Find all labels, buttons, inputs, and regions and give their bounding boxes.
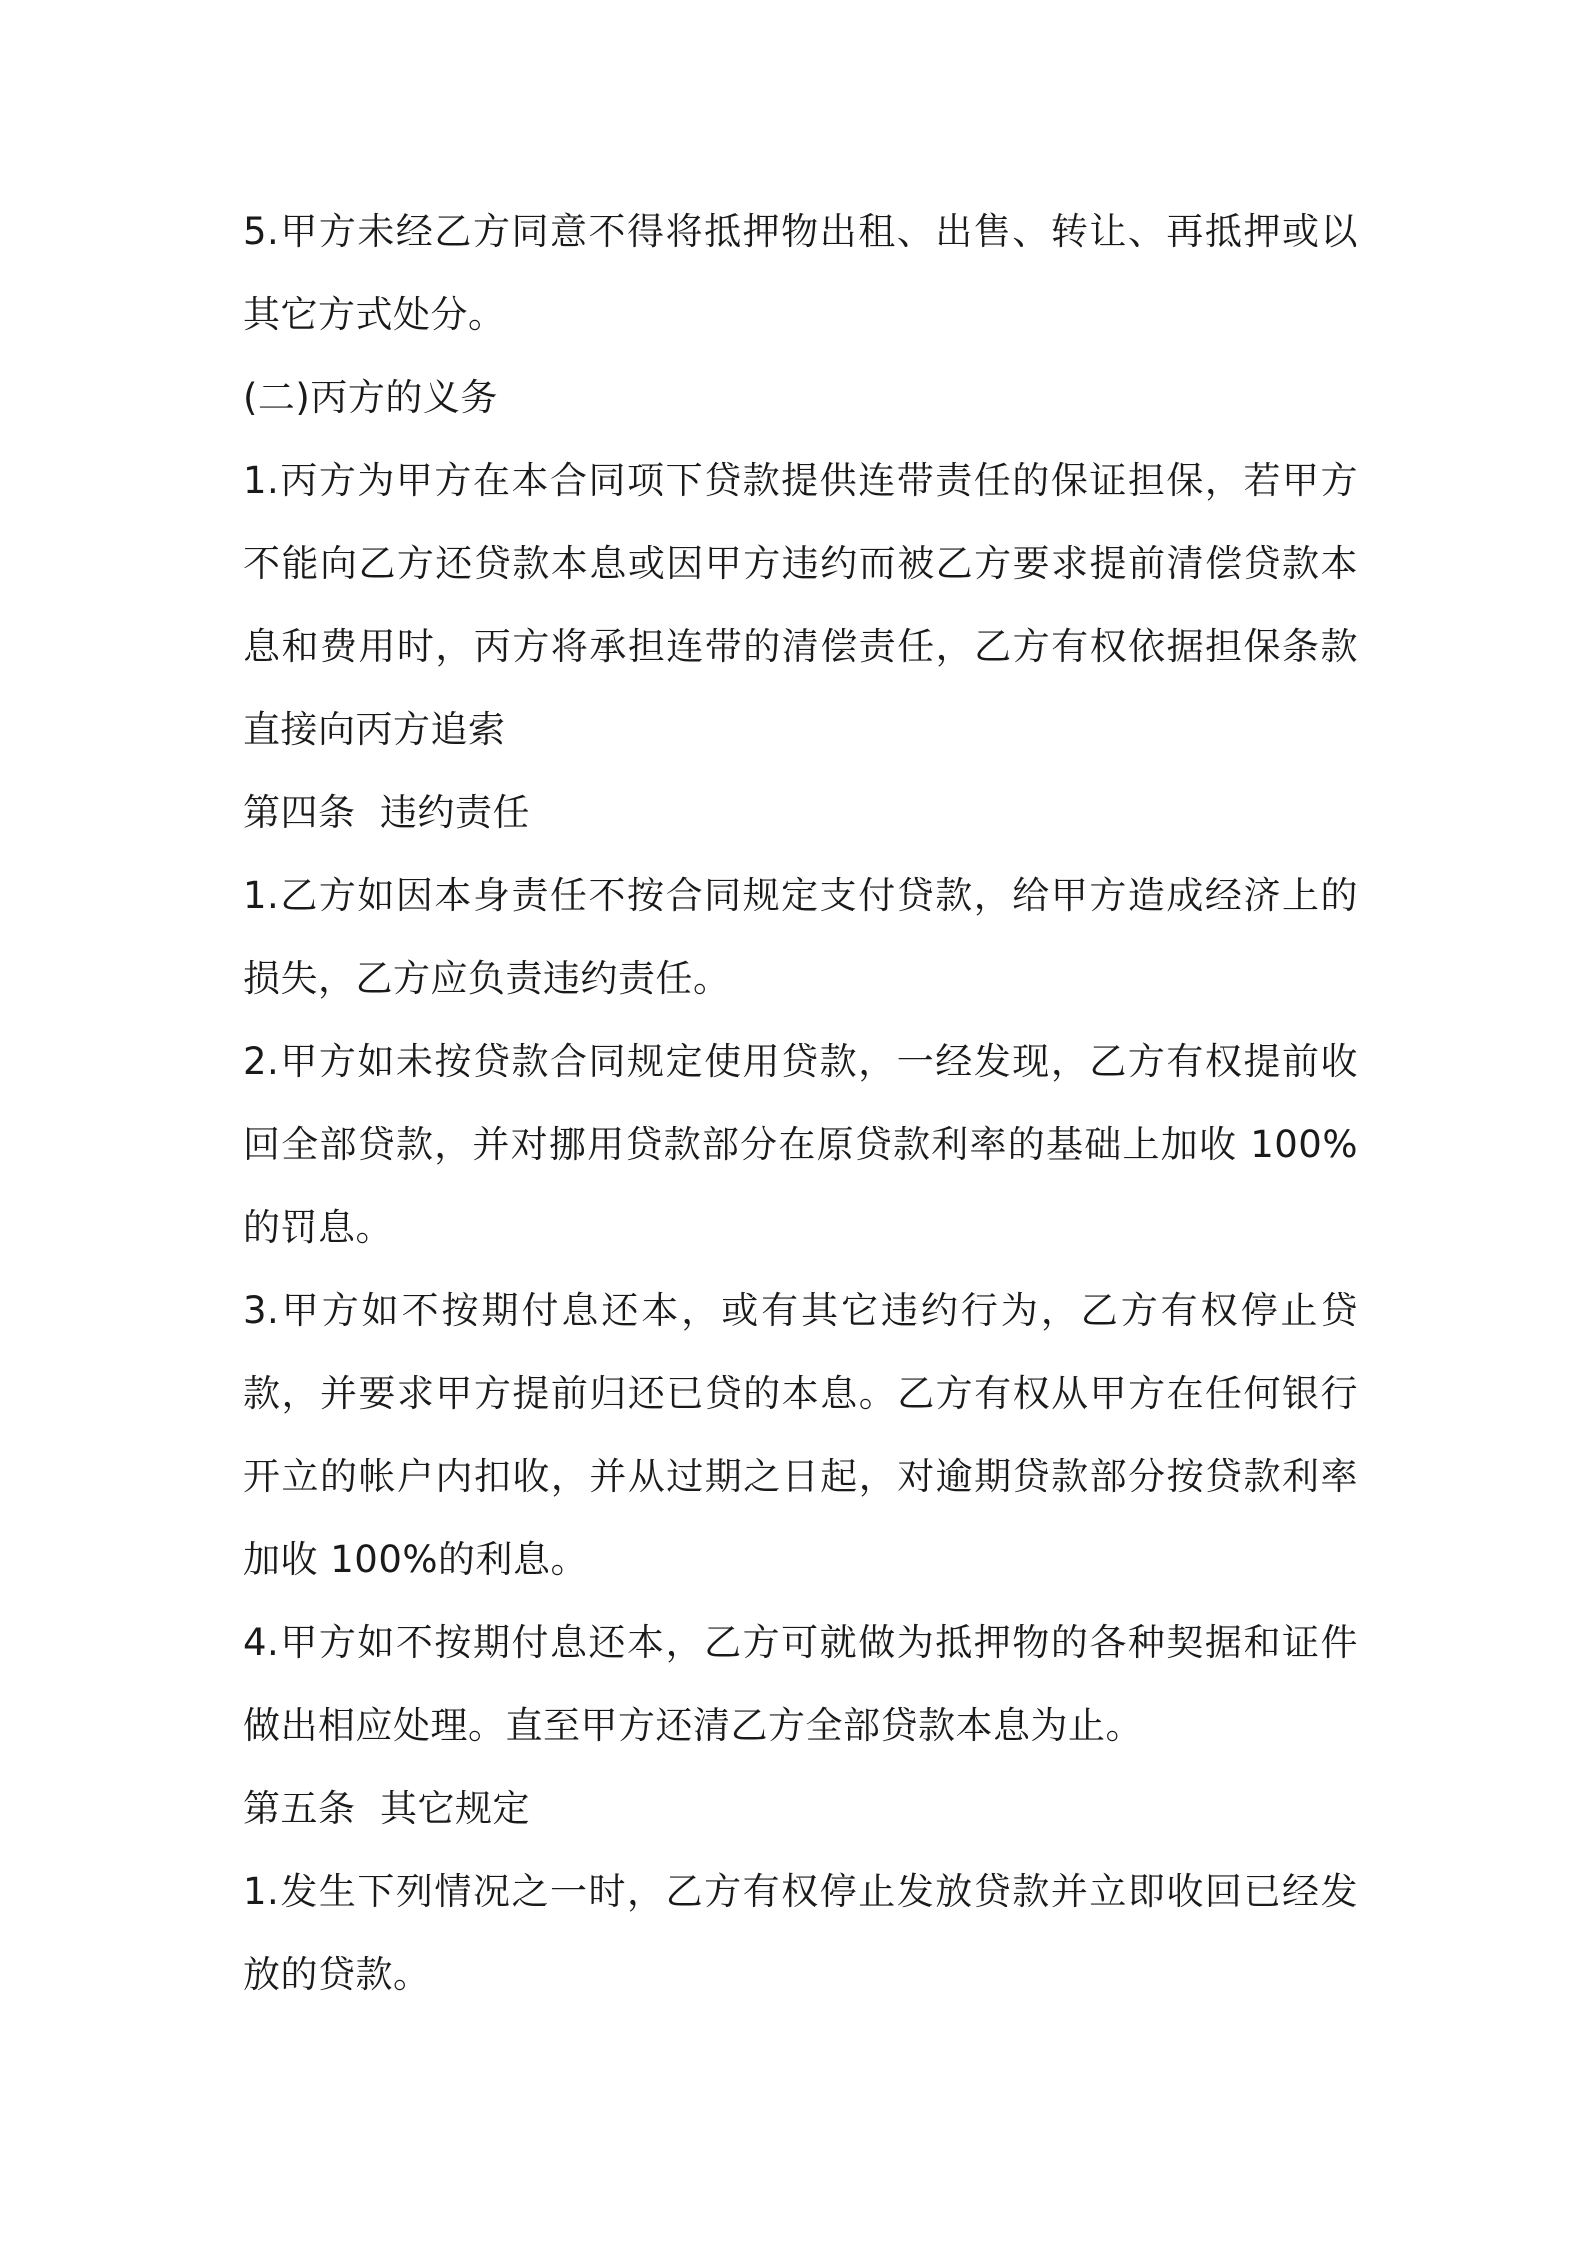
clause-paragraph: 1.乙方如因本身责任不按合同规定支付贷款，给甲方造成经济上的损失，乙方应负责违约责任。: [243, 874, 1358, 1000]
clause-paragraph: 1.丙方为甲方在本合同项下贷款提供连带责任的保证担保，若甲方不能向乙方还贷款本息或因甲方违约而被乙方要求提前清偿贷款本息和费用时，丙方将承担连带的清偿责任，乙方有权依据担保条款直接向丙方追索: [243, 459, 1358, 751]
clause-paragraph: 1.发生下列情况之一时，乙方有权停止发放贷款并立即收回已经发放的贷款。: [243, 1870, 1358, 1996]
clause-paragraph: 4.甲方如不按期付息还本，乙方可就做为抵押物的各种契据和证件做出相应处理。直至甲方还清乙方全部贷款本息为止。: [243, 1621, 1358, 1747]
document-body: [243, 190, 1358, 2016]
section-heading: 第五条 其它规定: [243, 1787, 531, 1830]
section-heading: (二)丙方的义务: [243, 376, 498, 419]
clause-paragraph: 5.甲方未经乙方同意不得将抵押物出租、出售、转让、再抵押或以其它方式处分。: [243, 210, 1358, 336]
clause-paragraph: 3.甲方如不按期付息还本，或有其它违约行为，乙方有权停止贷款，并要求甲方提前归还已贷的本息。乙方有权从甲方在任何银行开立的帐户内扣收，并从过期之日起，对逾期贷款部分按贷款利率加收 100%的利息。: [243, 1289, 1358, 1581]
section-heading: 第四条 违约责任: [243, 791, 531, 834]
clause-paragraph: 2.甲方如未按贷款合同规定使用贷款，一经发现，乙方有权提前收回全部贷款，并对挪用贷款部分在原贷款利率的基础上加收 100%的罚息。: [243, 1040, 1358, 1249]
